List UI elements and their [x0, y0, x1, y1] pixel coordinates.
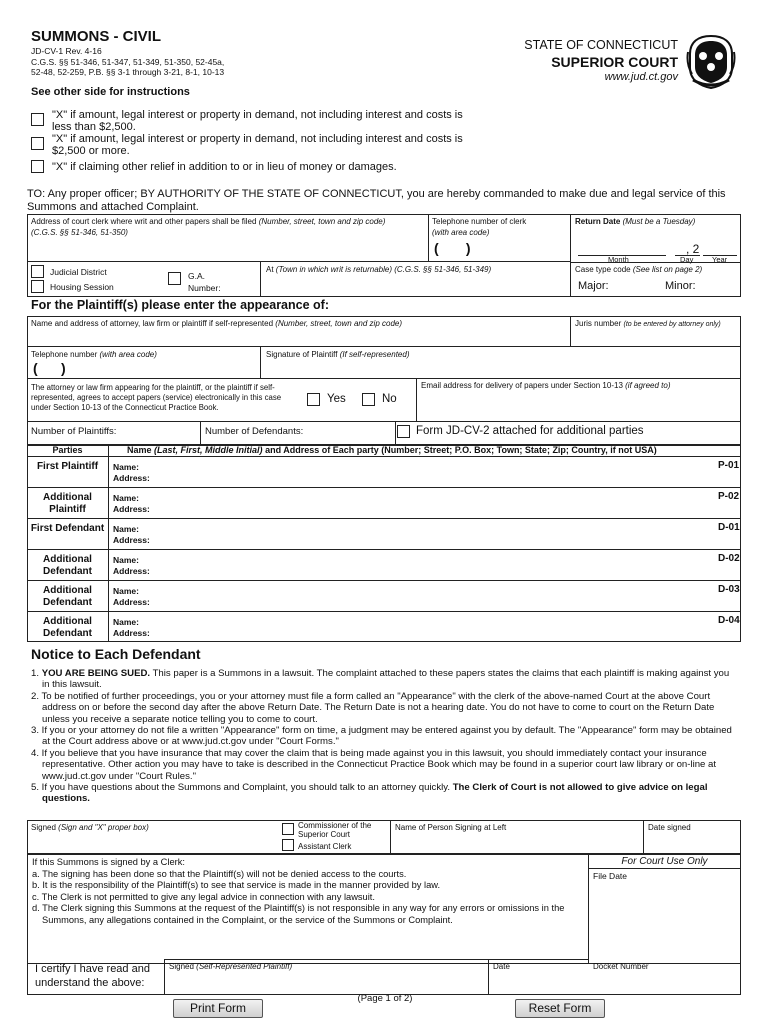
party-address-label: Address:	[113, 597, 150, 607]
party-p01-field[interactable]	[155, 459, 705, 485]
self-rep-signed-label: Signed (Self-Represented Plaintiff)	[169, 962, 293, 971]
party-address-label: Address:	[113, 566, 150, 576]
return-month-label: Month	[608, 255, 629, 264]
housing-session-label: Housing Session	[50, 282, 114, 292]
party-name-label: Name:	[113, 555, 139, 565]
amount-under-2500-label: "X" if amount, legal interest or property in demand, not including interest and costs is less than $2,500.	[52, 109, 463, 133]
amount-over-2500-checkbox[interactable]	[31, 137, 44, 150]
return-day-label: Day	[680, 255, 694, 264]
other-relief-label: "X" if claiming other relief in addition to or in lieu of money or damages.	[52, 161, 397, 173]
other-relief-checkbox[interactable]	[31, 160, 44, 173]
reset-form-button[interactable]: Reset Form	[515, 999, 605, 1018]
plaintiff-signature-label: Signature of Plaintiff (If self-represented)	[266, 350, 410, 359]
ga-checkbox[interactable]	[168, 272, 181, 285]
party-name-label: Name:	[113, 524, 139, 534]
party-id: D-02	[718, 553, 740, 564]
notice-heading: Notice to Each Defendant	[31, 646, 201, 662]
assistant-clerk-label: Assistant Clerk	[298, 842, 352, 851]
party-p02-field[interactable]	[155, 490, 705, 516]
return-year-label: Year	[712, 255, 728, 264]
judicial-district-label: Judicial District	[50, 267, 107, 277]
plaintiff-count-label: Number of Plaintiffs:	[31, 426, 117, 437]
party-name-label: Name:	[113, 462, 139, 472]
ga-number-label: Number:	[188, 283, 221, 293]
self-rep-signature-field[interactable]	[169, 973, 484, 993]
docket-number-label: Docket Number	[593, 962, 649, 971]
efile-consent-text: The attorney or law firm appearing for the plaintiff, or the plaintiff if self-represented, agrees to accept papers (service) electronically in this case under Section 10-13 of the Connecticut Practice Book.	[31, 383, 282, 412]
party-d03-field[interactable]	[155, 583, 705, 609]
clerk-phone-hint: (with area code)	[432, 228, 490, 237]
juris-number-label: Juris number (to be entered by attorney only)	[575, 319, 721, 328]
ga-label: G.A.	[188, 271, 206, 281]
amount-under-2500-checkbox[interactable]	[31, 113, 44, 126]
party-name-label: Name:	[113, 617, 139, 627]
party-d01-field[interactable]	[155, 521, 705, 547]
defendant-count-label: Number of Defendants:	[205, 426, 304, 437]
case-minor-field[interactable]: Minor:	[665, 280, 696, 292]
amount-over-2500-label: "X" if amount, legal interest or property in demand, not including interest and costs is $2,500 or more.	[52, 133, 463, 157]
date-signed-label: Date signed	[648, 823, 691, 832]
certify-text: I certify I have read and understand the above:	[35, 963, 150, 989]
statutes-line-2: 52-48, 52-259, P.B. §§ 3-1 through 3-21, 8-1, 10-13	[31, 67, 225, 77]
attorney-phone-label: Telephone number (with area code)	[31, 350, 157, 359]
form-title: SUMMONS - CIVIL	[31, 28, 161, 45]
clerk-statement-a: a. The signing has been done so that the Plaintiff(s) will not be denied access to the courts.	[32, 868, 407, 879]
state-seal-icon	[686, 34, 736, 89]
to-officer-text: TO: Any proper officer; BY AUTHORITY OF THE STATE OF CONNECTICUT, you are hereby commanded to make due and legal service of this Summons and attached Complaint.	[27, 188, 726, 213]
see-other-side: See other side for instructions	[31, 86, 190, 98]
assistant-clerk-checkbox[interactable]	[282, 839, 294, 851]
form-attached-checkbox[interactable]	[397, 425, 410, 438]
parties-column-header: Parties	[52, 445, 83, 455]
efile-no-checkbox[interactable]	[362, 393, 375, 406]
page-number: (Page 1 of 2)	[357, 993, 413, 1004]
attorney-name-label: Name and address of attorney, law firm or plaintiff if self-represented (Number, street, town and zip code)	[31, 319, 403, 328]
clerk-statement-c: c. The Clerk is not permitted to give any legal advice in connection with any lawsuit.	[32, 891, 375, 902]
party-additional-defendant: Additional Defendant	[43, 616, 92, 639]
party-d04-field[interactable]	[155, 614, 705, 640]
appearance-heading: For the Plaintiff(s) please enter the appearance of:	[31, 298, 329, 312]
form-attached-label: Form JD-CV-2 attached for additional parties	[416, 425, 644, 437]
statutes-line-1: C.G.S. §§ 51-346, 51-347, 51-349, 51-350, 52-45a,	[31, 57, 225, 67]
court-url: www.jud.ct.gov	[604, 71, 678, 83]
clerk-intro: If this Summons is signed by a Clerk:	[32, 857, 185, 867]
party-additional-defendant: Additional Defendant	[43, 554, 92, 577]
party-first-defendant: First Defendant	[30, 523, 105, 534]
party-id: P-02	[718, 491, 740, 502]
return-date-label: Return Date (Must be a Tuesday)	[575, 217, 696, 226]
court-address-label: Address of court clerk where writ and other papers shall be filed (Number, street, town and zip code)	[31, 217, 386, 226]
commissioner-label: Commissioner of the Superior Court	[298, 821, 372, 839]
email-field[interactable]	[421, 393, 737, 417]
signer-name-label: Name of Person Signing at Left	[395, 823, 507, 832]
clerk-statements	[32, 857, 584, 926]
party-address-label: Address:	[113, 628, 150, 638]
court-address-statute: (C.G.S. §§ 51-346, 51-350)	[31, 228, 128, 237]
party-name-label: Name:	[113, 493, 139, 503]
party-additional-plaintiff: Additional Plaintiff	[43, 492, 92, 515]
party-id: D-01	[718, 522, 740, 533]
juris-number-field[interactable]	[575, 330, 737, 344]
party-additional-defendant: Additional Defendant	[43, 585, 92, 608]
file-date-label: File Date	[593, 871, 628, 881]
party-address-label: Address:	[113, 473, 150, 483]
return-year-prefix: , 2	[686, 242, 700, 256]
print-form-button[interactable]: Print Form	[173, 999, 263, 1018]
notice-list	[31, 668, 739, 805]
clerk-phone-field[interactable]: ( )	[434, 240, 471, 256]
case-type-label: Case type code (See list on page 2)	[575, 265, 703, 274]
notice-item: 1. YOU ARE BEING SUED. This paper is a Summons in a lawsuit. The complaint attached to these papers states the claims that each plaintiff is making against you in this lawsuit.	[31, 668, 730, 691]
efile-no-label: No	[382, 393, 397, 405]
party-id: P-01	[718, 460, 740, 471]
notice-item: 4. If you believe that you have insurance that may cover the claim that is being made against you in this lawsuit, you should immediately contact your insurance representative. Other action you may have to take is described in the Connecticut Practice Book which may be found in a superior court law library or on-line at www.jud.ct.gov under "Court Rules."	[31, 747, 717, 782]
certify-date-label: Date	[493, 962, 510, 971]
state-name: STATE OF CONNECTICUT	[524, 38, 678, 52]
commissioner-checkbox[interactable]	[282, 823, 294, 835]
notice-item: 5. If you have questions about the Summons and Complaint, you should talk to an attorney quickly. The Clerk of Court is not allowed to give advice on legal questions.	[31, 782, 708, 805]
clerk-statement-d: d. The Clerk signing this Summons at the request of the Plaintiff(s) is not responsible in any way for any errors or omissions in the Summons, any allegations contained in the Complaint, or the service of the Summons or Complaint.	[32, 903, 565, 925]
signed-label: Signed (Sign and "X" proper box)	[31, 823, 149, 832]
judicial-district-checkbox[interactable]	[31, 265, 44, 278]
form-number: JD-CV-1 Rev. 4-16	[31, 46, 102, 56]
name-column-header: Name (Last, First, Middle Initial) and Address of Each party (Number; Street; P.O. Box; Town; State; Zip; Country, if not USA)	[127, 445, 657, 455]
party-first-plaintiff: First Plaintiff	[36, 461, 99, 472]
court-name: SUPERIOR COURT	[551, 54, 678, 70]
signature-field[interactable]	[31, 834, 276, 852]
email-label: Email address for delivery of papers under Section 10-13 (if agreed to)	[421, 381, 671, 390]
housing-session-checkbox[interactable]	[31, 280, 44, 293]
party-d02-field[interactable]	[155, 552, 705, 578]
efile-yes-label: Yes	[327, 393, 346, 405]
attorney-name-field[interactable]	[31, 330, 566, 344]
notice-item: 2. To be notified of further proceedings, you or your attorney must file a form called an "Appearance" with the clerk of the above-named Court at the above Court address on or before the second day after the above Return Date. The Return Date is not a hearing date. You do not have to come to court on the Return Date unless you receive a separate notice telling you to come to court.	[31, 690, 715, 725]
party-address-label: Address:	[113, 535, 150, 545]
court-use-label: For Court Use Only	[621, 856, 708, 867]
notice-item: 3. If you or your attorney do not file a written "Appearance" form on time, a judgment may be entered against you by default. The "Appearance" form may be obtained at the Court address above or at www.jud.ct.gov under "Court Forms."	[31, 725, 732, 748]
party-id: D-04	[718, 615, 740, 626]
at-town-label: At (Town in which writ is returnable) (C.G.S. §§ 51-346, 51-349)	[266, 265, 492, 274]
party-name-label: Name:	[113, 586, 139, 596]
attorney-phone-field[interactable]: ( )	[33, 360, 66, 376]
party-address-label: Address:	[113, 504, 150, 514]
clerk-phone-label: Telephone number of clerk	[432, 217, 527, 226]
party-id: D-03	[718, 584, 740, 595]
efile-yes-checkbox[interactable]	[307, 393, 320, 406]
clerk-statement-b: b. It is the responsibility of the Plaintiff(s) to see that service is made in the manner provided by law.	[32, 880, 441, 890]
court-address-field[interactable]	[31, 238, 426, 258]
case-major-field[interactable]: Major:	[578, 280, 609, 292]
